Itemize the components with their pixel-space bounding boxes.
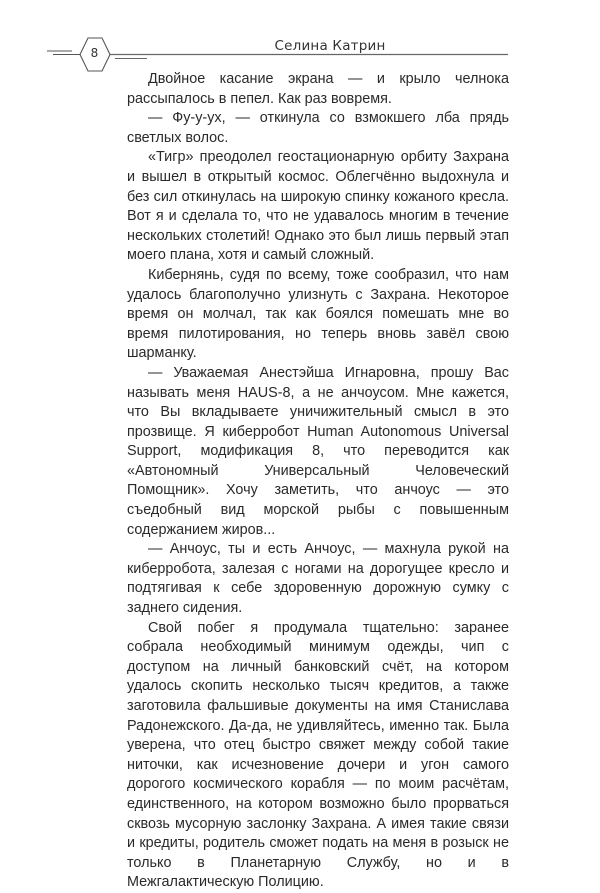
paragraph: — Уважаемая Анестэйша Игнаровна, прошу Вас называть меня HAUS-8, а не анчоусом. Мне кажется, что Вы вкладываете уничижительный смысл в это прозвище. Я киберробот Human Autonomous Universal Support, модификация 8, что переводится как «Автономный Универсальный Человеческий Помощник». Хочу заметить, что анчоус — это съедобный вид морской рыбы с повышенным содержанием жиров... bbox=[127, 364, 509, 538]
paragraph: «Тигр» преодолел геостационарную орбиту Захрана и вышел в открытый космос. Облегчённо выдохнула и без сил откинулась на широкую спинку кожаного кресла. Вот я и сделала то, что не удавалось многим в течение нескольких столетий! Однако это был лишь первый этап моего плана, хотя и самый сложный. bbox=[127, 149, 509, 264]
body-text bbox=[127, 70, 509, 893]
running-title: Селина Катрин bbox=[274, 38, 386, 54]
paragraph: Двойное касание экрана — и крыло челнока рассыпалось в пепел. Как раз вовремя. bbox=[127, 71, 509, 107]
paragraph: Кибернянь, судя по всему, тоже сообразил, что нам удалось благополучно улизнуть с Захрана. Некоторое время он молчал, так как боялся помешать мне во время пилотирования, но теперь вновь завёл свою шарманку. bbox=[127, 266, 509, 362]
paragraph: — Фу-у-ух, — откинула со взмокшего лба прядь светлых волос. bbox=[127, 110, 509, 146]
paragraph: Свой побег я продумала тщательно: заранее собрала необходимый минимум одежды, чип с доступом на личный банковский счёт, на котором удалось скопить несколько тысяч кредитов, а также заготовила фальшивые документы на имя Станислава Радонежского. Да-да, не удивляйтесь, именно так. Была уверена, что отец быстро свяжет между собой такие ниточки, как исчезновение дочери и угон самого дорогого космического корабля — по моим расчётам, единственного, на котором возможно было прорваться сквозь мусорную заслонку Захрана. А имея такие связи и кредиты, родитель сможет подать на меня в розыск не только в Планетарную Службу, но и в Межгалактическую Полицию. bbox=[127, 619, 509, 891]
page-number: 8 bbox=[90, 46, 99, 60]
paragraph: — Анчоус, ты и есть Анчоус, — махнула рукой на киберробота, залезая с ногами на дорогущее кресло и подтягивая к себе здоровенную дорожную сумку с заднего сидения. bbox=[127, 541, 509, 617]
